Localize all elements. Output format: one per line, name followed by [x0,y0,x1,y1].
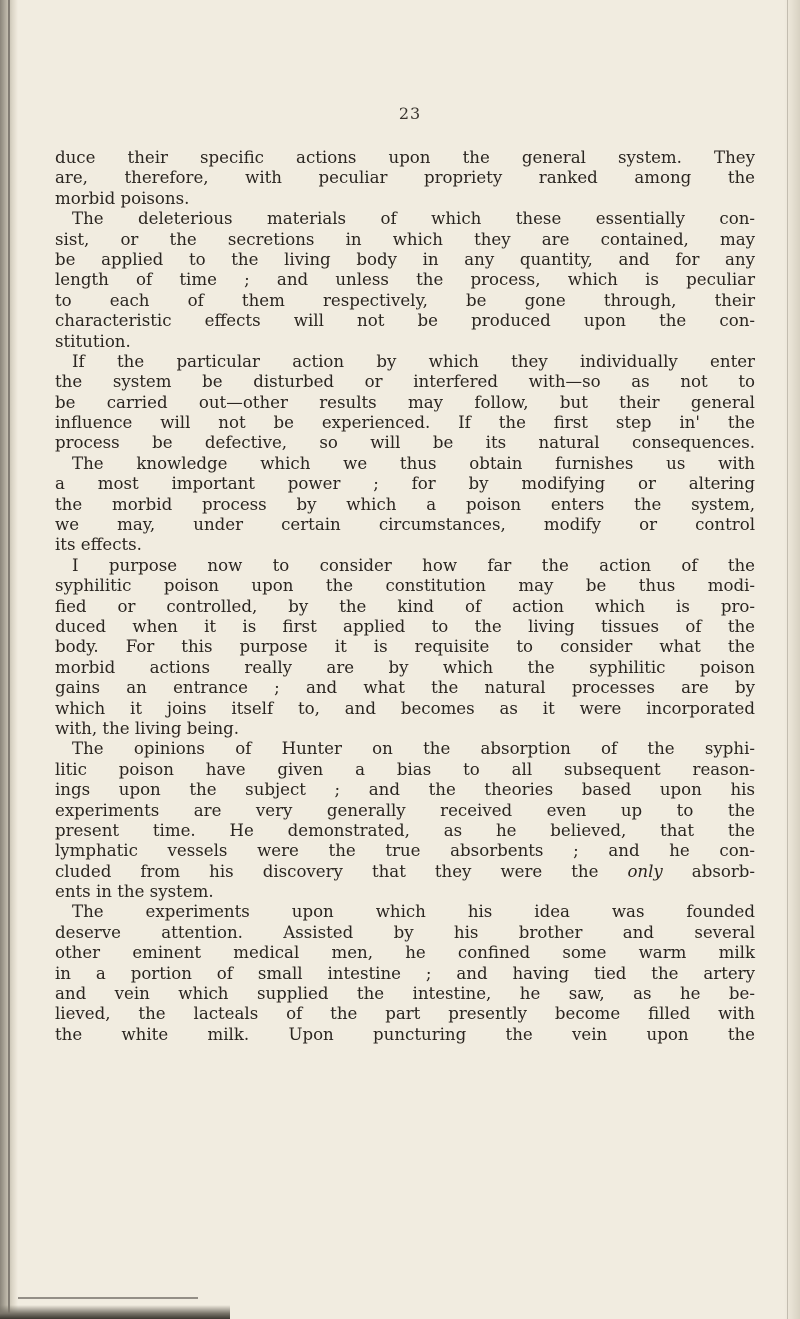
text-line: and vein which supplied the intestine, he saw, as he be- [55,984,755,1004]
text-line: be applied to the living body in any quantity, and for any [55,249,755,269]
text-line: I purpose now to consider how far the action of the [72,555,755,575]
text-line: present time. He demonstrated, as he believed, that the [55,820,755,840]
text-line: deserve attention. Assisted by his brother and several [55,922,755,942]
text-line: be carried out—other results may follow, but their general [55,392,755,412]
text-line: body. For this purpose it is requisite to consider what the [55,637,755,657]
text-line: influence will not be experienced. If the first step in' the [55,413,755,433]
text-line: the system be disturbed or interfered with—so as not to [55,372,755,392]
page-edge-right-line [787,0,788,1319]
text-line: sist, or the secretions in which they are contained, may [55,229,755,249]
text-line: characteristic effects will not be produced upon the con- [55,311,755,331]
text-line: morbid actions really are by which the syphilitic poison [55,657,755,677]
page-edge-bottom [0,1305,230,1319]
text-line: cluded from his discovery that they were the only absorb- [55,861,755,881]
text-line: process be defective, so will be its natural consequences. [55,433,755,453]
text-line: in a portion of small intestine ; and having tied the artery [55,963,755,983]
text-line: we may, under certain circumstances, modify or control [55,515,755,535]
body-text [55,148,755,1045]
text-line: litic poison have given a bias to all subsequent reason- [55,759,755,779]
text-line: The knowledge which we thus obtain furnishes us with [72,453,755,473]
text-line: The deleterious materials of which these essentially con- [72,209,755,229]
text-line: the white milk. Upon puncturing the vein upon the [55,1024,755,1044]
text-line: experiments are very generally received even up to the [55,800,755,820]
page-number: 23 [398,104,422,123]
text-line: its effects. [55,535,142,555]
text-line: duce their specific actions upon the general system. They [55,148,755,167]
text-line: a most important power ; for by modifying or altering [55,474,755,494]
text-line: syphilitic poison upon the constitution may be thus modi- [55,576,755,596]
page-edge-bottom-line [18,1297,198,1299]
text-line: with, the living being. [55,718,240,738]
text-line: lymphatic vessels were the true absorbents ; and he con- [55,841,755,861]
text-line: The experiments upon which his idea was founded [72,902,755,922]
emphasis: only [627,861,663,881]
text-line: fied or controlled, by the kind of action which is pro- [55,596,755,616]
text-line: lieved, the lacteals of the part presently become filled with [55,1004,755,1024]
text-line: ings upon the subject ; and the theories based upon his [55,780,755,800]
text-line: If the particular action by which they individually enter [72,351,755,371]
text-line: to each of them respectively, be gone through, their [55,290,755,310]
text-line: gains an entrance ; and what the natural processes are by [55,678,755,698]
text-line: the morbid process by which a poison enters the system, [55,494,755,514]
text-line: length of time ; and unless the process, which is peculiar [55,270,755,290]
text-line: stitution. [55,331,131,351]
binding-line [8,0,10,1319]
text-line: other eminent medical men, he confined some warm milk [55,943,755,963]
text-line: morbid poisons. [55,188,190,208]
text-line: The opinions of Hunter on the absorption of the syphi- [72,739,755,759]
text-line: are, therefore, with peculiar propriety ranked among the [55,168,755,188]
text-line: ents in the system. [55,882,214,902]
text-line: duced when it is first applied to the living tissues of the [55,616,755,636]
text-line: which it joins itself to, and becomes as it were incorporated [55,698,755,718]
